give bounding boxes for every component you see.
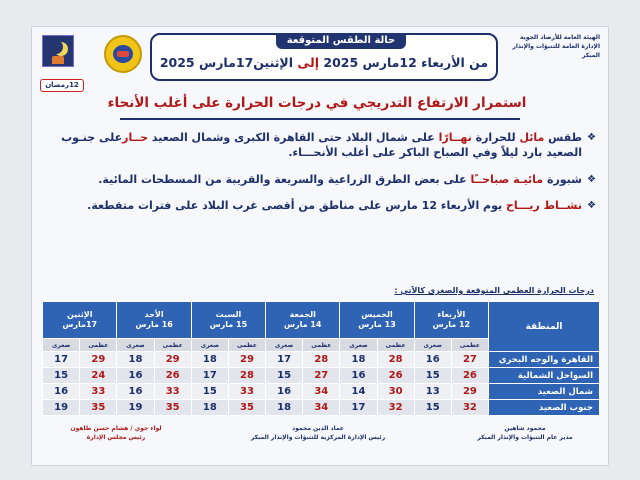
bullet-weather	[46, 130, 596, 160]
max-temp-cell: 33	[228, 384, 265, 400]
bullet-text: على شمال البلاد حتى القاهرة الكبرى وشمال الصعيد	[148, 131, 439, 144]
signatory-title: رئيس مجلس الإدارة	[86, 434, 146, 441]
day-name: الأربعاء	[437, 310, 466, 319]
forecast-title-box	[150, 33, 498, 81]
bullet-text: للحرارة	[471, 131, 520, 144]
min-temp-cell: 15	[43, 368, 80, 384]
day-date: 14 مارس	[283, 320, 322, 329]
day-date: 13 مارس	[358, 320, 396, 329]
day-header	[117, 302, 191, 339]
header	[32, 27, 608, 89]
signatory-name: محمود شاهين	[504, 425, 546, 432]
day-name: الخميس	[361, 310, 393, 319]
bullet-diamond-icon: ❖	[587, 174, 596, 185]
table-row	[43, 368, 600, 384]
headline-underline	[120, 118, 520, 120]
range-to-word: إلى	[297, 55, 320, 70]
min-temp-cell: 19	[117, 400, 154, 416]
max-temp-cell: 26	[451, 368, 488, 384]
min-temp-cell: 15	[191, 384, 228, 400]
min-temp-cell: 16	[117, 384, 154, 400]
min-temp-cell: 17	[191, 368, 228, 384]
ramadan-lantern-icon	[42, 35, 74, 67]
min-temp-cell: 17	[266, 352, 303, 368]
min-header: صغرى	[43, 339, 80, 352]
max-temp-cell: 35	[80, 400, 117, 416]
max-header: عظمى	[377, 339, 414, 352]
region-column-header: المنطقة	[489, 302, 600, 352]
signature-block-chairman	[56, 424, 176, 442]
region-cell: السواحل الشمالية	[489, 368, 600, 384]
max-header: عظمى	[303, 339, 340, 352]
min-temp-cell: 18	[340, 352, 377, 368]
max-temp-cell: 28	[303, 352, 340, 368]
bullet-fog	[46, 172, 596, 187]
signatory-title: مدير عام التنبؤات والإنذار المبكر	[477, 434, 573, 441]
signatory-name: عماد الدين محمود	[292, 425, 344, 432]
min-header: صغرى	[191, 339, 228, 352]
min-temp-cell: 18	[117, 352, 154, 368]
max-header: عظمى	[228, 339, 265, 352]
bullet-highlight: مائل	[519, 131, 545, 144]
table-caption: درجات الحرارة العظمى المتوقعة والصغرى كالآتي :	[394, 286, 594, 295]
agency-line-2: الإدارة العامة للتنبؤات والإنذار المبكر	[512, 43, 600, 59]
bullet-wind	[46, 198, 596, 213]
bullet-diamond-icon: ❖	[587, 200, 596, 211]
min-temp-cell: 13	[414, 384, 451, 400]
max-temp-cell: 28	[228, 368, 265, 384]
headline: استمرار الارتفاع التدريجي في درجات الحرارة على أغلب الأنحاء	[107, 95, 527, 111]
day-header	[340, 302, 414, 339]
min-header: صغرى	[117, 339, 154, 352]
day-name: السبت	[215, 310, 242, 319]
min-temp-cell: 14	[340, 384, 377, 400]
table-row	[43, 400, 600, 416]
min-temp-cell: 15	[414, 368, 451, 384]
min-temp-cell: 18	[191, 352, 228, 368]
max-temp-cell: 34	[303, 400, 340, 416]
ramadan-date-badge: 12رمضان	[40, 79, 84, 92]
bullet-highlight: نهــارًا	[438, 131, 472, 144]
signature-block-central-admin	[228, 424, 408, 442]
forecast-title-label: حالة الطقس المتوقعة	[276, 33, 406, 49]
forecast-document	[31, 26, 609, 466]
day-header	[266, 302, 340, 339]
max-temp-cell: 32	[451, 400, 488, 416]
table-row	[43, 384, 600, 400]
agency-name	[495, 33, 600, 60]
agency-line-1: الهيئة العامة للأرصاد الجوية	[519, 34, 600, 41]
min-temp-cell: 16	[414, 352, 451, 368]
forecast-date-range	[158, 55, 490, 70]
day-date: 16 مارس	[135, 320, 173, 329]
max-temp-cell: 26	[377, 368, 414, 384]
max-temp-cell: 34	[303, 384, 340, 400]
day-date: 17مارس	[62, 320, 98, 329]
min-temp-cell: 18	[266, 400, 303, 416]
signatory-title: رئيس الإدارة المركزية للتنبؤات والإنذار المبكر	[250, 434, 386, 441]
max-temp-cell: 29	[451, 384, 488, 400]
range-to: الإثنين17مارس 2025	[159, 55, 294, 70]
bullet-highlight: نشــاط ريـــاح	[505, 199, 582, 212]
max-temp-cell: 26	[154, 368, 191, 384]
max-temp-cell: 28	[377, 352, 414, 368]
max-temp-cell: 29	[154, 352, 191, 368]
min-temp-cell: 16	[266, 384, 303, 400]
range-from: من الأربعاء 12مارس 2025	[323, 55, 489, 70]
bullet-text: على جنـوب الصعيد بارد ليلاً وفي الصباح الباكر على أغلب الأنحـــاء.	[61, 131, 582, 159]
max-temp-cell: 30	[377, 384, 414, 400]
day-header	[414, 302, 488, 339]
min-temp-cell: 19	[43, 400, 80, 416]
min-temp-cell: 16	[43, 384, 80, 400]
max-temp-cell: 33	[154, 384, 191, 400]
day-header	[43, 302, 117, 339]
max-temp-cell: 24	[80, 368, 117, 384]
min-header: صغرى	[266, 339, 303, 352]
forecast-bullets	[46, 130, 596, 213]
max-temp-cell: 32	[377, 400, 414, 416]
max-header: عظمى	[80, 339, 117, 352]
max-temp-cell: 33	[80, 384, 117, 400]
region-cell: جنوب الصعيد	[489, 400, 600, 416]
day-date: 12 مارس	[432, 320, 471, 329]
min-temp-cell: 17	[43, 352, 80, 368]
max-temp-cell: 27	[451, 352, 488, 368]
min-temp-cell: 17	[340, 400, 377, 416]
day-header	[191, 302, 265, 339]
max-temp-cell: 35	[154, 400, 191, 416]
bullet-text: يوم الأربعاء 12 مارس على مناطق من أقصى غرب البلاد على فترات متقطعة.	[87, 199, 506, 212]
ema-logo-icon	[104, 35, 142, 73]
min-temp-cell: 15	[414, 400, 451, 416]
bullet-diamond-icon: ❖	[587, 132, 596, 143]
signature-block-forecast-director	[460, 424, 590, 442]
bullet-highlight: حــار	[122, 131, 149, 144]
min-header: صغرى	[340, 339, 377, 352]
bullet-text: شبورة	[543, 173, 582, 186]
max-temp-cell: 27	[303, 368, 340, 384]
day-name: الجمعة	[289, 310, 316, 319]
min-header: صغرى	[414, 339, 451, 352]
temperature-table	[42, 301, 600, 416]
signatory-name: لواء جوي / هشام حسن طاهون	[70, 425, 162, 432]
bullet-text: طقس	[544, 131, 582, 144]
max-header: عظمى	[451, 339, 488, 352]
table-header-row	[43, 302, 600, 339]
region-cell: القاهرة والوجه البحري	[489, 352, 600, 368]
min-temp-cell: 16	[117, 368, 154, 384]
min-temp-cell: 15	[266, 368, 303, 384]
day-name: الأحد	[144, 310, 164, 319]
max-temp-cell: 29	[228, 352, 265, 368]
bullet-text: على بعض الطرق الزراعية والسريعة والقريبة من المسطحات المائية.	[98, 173, 471, 186]
table-row	[43, 352, 600, 368]
day-name: الإثنين	[67, 310, 93, 319]
bullet-highlight: مائيـة صباحــًا	[470, 173, 544, 186]
min-temp-cell: 18	[191, 400, 228, 416]
region-cell: شمال الصعيد	[489, 384, 600, 400]
day-date: 15 مارس	[209, 320, 248, 329]
max-temp-cell: 35	[228, 400, 265, 416]
max-header: عظمى	[154, 339, 191, 352]
min-temp-cell: 16	[340, 368, 377, 384]
max-temp-cell: 29	[80, 352, 117, 368]
